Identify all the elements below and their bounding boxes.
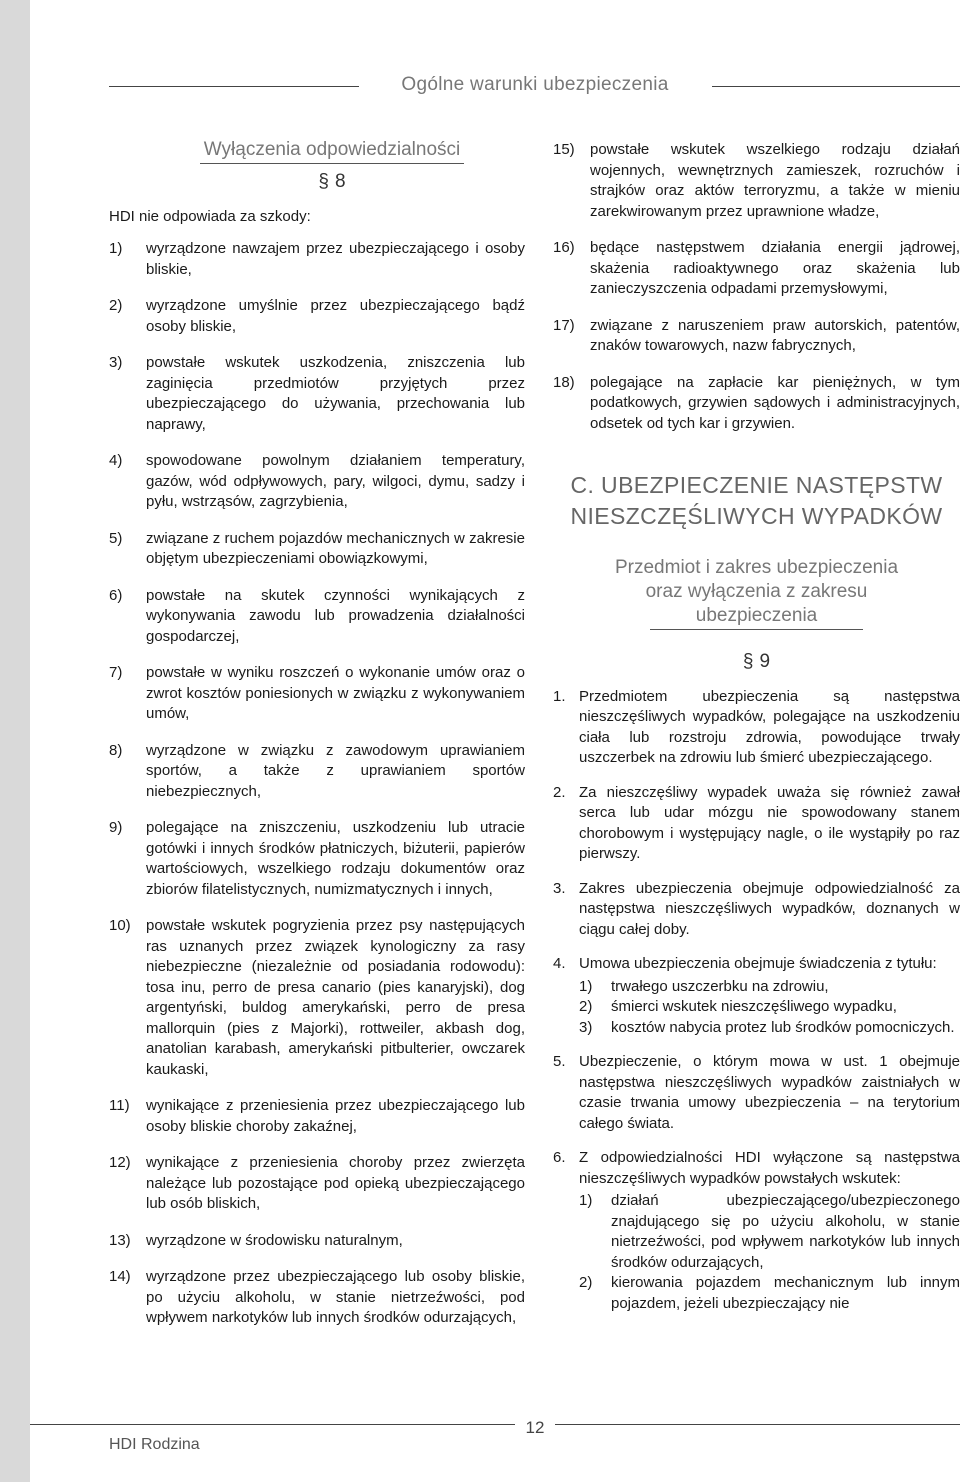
list-item: 11) wynikające z przeniesienia przez ubezpieczającego lub osoby bliskie choroby zakaźnej,: [109, 1097, 525, 1135]
list-item: 18) polegające na zapłacie kar pieniężnych, w tym podatkowych, grzywien sądowych i administracyjnych, odsetek od tych kar i grzywien.: [553, 373, 960, 432]
numbered-point: 6. Z odpowiedzialności HDI wyłączone są następstwa nieszczęśliwych wypadków powstałych wskutek: 1) działań ubezpieczającego/ubezpieczonego znajdującego się po użyciu alkoholu, w stanie nietrzeźwości, pod wpływem narkotyków lub innych środków odurzających, 2) kierowania pojazdem mechanicznym lub innym pojazdem, jeżeli ubezpieczający nie: [553, 1148, 960, 1314]
sub-list: [579, 977, 960, 1039]
numbered-point: 4. Umowa ubezpieczenia obejmuje świadczenia z tytułu: 1) trwałego uszczerbku na zdrowiu, 2) śmierci wskutek nieszczęśliwego wypadku, 3) kosztów nabycia protez lub środków pomocniczych.: [553, 954, 960, 1038]
list-item: 15) powstałe wskutek wszelkiego rodzaju działań wojennych, wewnętrznych zamieszek, rozruchów i strajków oraz aktów terroryzmu, a także w mieniu zarekwirowanym przez uprawnione władze,: [553, 141, 960, 220]
list-item: 6) powstałe na skutek czynności wynikających z wykonywania zawodu lub prowadzenia działalności gospodarczej,: [109, 586, 525, 645]
list-item: 10) powstałe wskutek pogryzienia przez psy następujących ras uznanych przez związek kynologiczny za rasy niebezpieczne (niezależnie od posiadania rodowodu): tosa inu, perro de presa canario (pies kanaryjski), dog argentyński, buldog amerykański, perro de presa mallorquin (pies z Majorki), rottweiler, akbash dog, anatolian karabash, amerykański pitbulterier, owczarek kaukaski,: [109, 917, 525, 1078]
list-item: 12) wynikające z przeniesienia choroby przez zwierzęta należące lub pozostające pod opieką ubezpieczającego lub osób bliskich,: [109, 1154, 525, 1212]
list-item: 8) wyrządzone w związku z zawodowym uprawianiem sportów, a także z uprawianiem sportów niebezpiecznych,: [109, 741, 525, 800]
numbered-point: 3. Zakres ubezpieczenia obejmuje odpowiedzialność za następstwa nieszczęśliwych wypadków, doznanych w ciągu całej doby.: [553, 879, 960, 938]
list-item: 3) powstałe wskutek uszkodzenia, zniszczenia lub zaginięcia przedmiotów przyjętych przez ubezpieczającego do używania, przechowania lub naprawy,: [109, 354, 525, 433]
numbered-point: 1. Przedmiotem ubezpieczenia są następstwa nieszczęśliwych wypadków, polegające na uszkodzeniu ciała lub rozstroju zdrowia, powodujące trwały uszczerbek na zdrowiu lub śmierć ubezpieczającego.: [553, 687, 960, 766]
list-item: 7) powstałe w wyniku roszczeń o wykonanie umów oraz o zwrot kosztów poniesionych w związku z wykonywaniem umów,: [109, 664, 525, 722]
numbered-point: 2. Za nieszczęśliwy wypadek uważa się również zawał serca lub udar mózgu nie spowodowany stanem chorobowym i występujący nagle, o ile wystąpiły po raz pierwszy.: [553, 783, 960, 862]
list-item: 1) wyrządzone nawzajem przez ubezpieczającego i osoby bliskie,: [109, 240, 525, 278]
list-item: 5) związane z ruchem pojazdów mechanicznych w zakresie objętym ubezpieczeniami obowiązkowymi,: [109, 529, 525, 567]
left-column: [109, 138, 525, 1345]
list-item: 14) wyrządzone przez ubezpieczającego lub osoby bliskie, po użyciu alkoholu, w stanie nietrzeźwości, pod wpływem narkotyków lub innych środków odurzających,: [109, 1268, 525, 1326]
list-item: 4) spowodowane powolnym działaniem temperatury, gazów, wód odpływowych, pary, wilgoci, dymu, sadzy i pyłu, wstrząsów, zagrzybienia,: [109, 452, 525, 510]
page-number: 12: [525, 1418, 545, 1437]
footer-rule-left: [30, 1424, 515, 1425]
page-margin-strip: [0, 0, 30, 1482]
section-c-heading: C. UBEZPIECZENIE NASTĘPSTW NIESZCZĘŚLIWYCH WYPADKÓW: [570, 472, 943, 529]
subsection-title: Przedmiot i zakres ubezpieczenia oraz wyłączenia z zakresu ubezpieczenia: [553, 556, 960, 630]
header-title: Ogólne warunki ubezpieczenia: [401, 74, 669, 95]
sub-item: 2) kierowania pojazdem mechanicznym lub innym pojazdem, jeżeli ubezpieczający nie: [579, 1274, 960, 1312]
header-rule-right: [712, 86, 960, 87]
sub-item: 1) działań ubezpieczającego/ubezpieczonego znajdującego się po użyciu alkoholu, w stanie nietrzeźwości, pod wpływem narkotyków lub innych środków odurzających,: [579, 1192, 960, 1271]
list-item: 16) będące następstwem działania energii jądrowej, skażenia radioaktywnego oraz skażenia lub zanieczyszczenia odpadami przemysłowymi,: [553, 239, 960, 297]
numbered-point: 5. Ubezpieczenie, o którym mowa w ust. 1 obejmuje następstwa nieszczęśliwych wypadków zaistniałych w czasie trwania umowy ubezpieczenia – na terytorium całego świata.: [553, 1053, 960, 1132]
list-item: 13) wyrządzone w środowisku naturalnym,: [109, 1231, 403, 1249]
right-column: [553, 140, 960, 1330]
sub-item: 3) kosztów nabycia protez lub środków pomocniczych.: [579, 1018, 955, 1036]
sub-list: [579, 1191, 960, 1314]
footer-brand: HDI Rodzina: [109, 1436, 200, 1453]
footer-rule-right: [555, 1424, 960, 1425]
sub-item: 1) trwałego uszczerbku na zdrowiu,: [579, 977, 829, 995]
list-item: 17) związane z naruszeniem praw autorskich, patentów, znaków towarowych, nazw fabrycznych,: [553, 316, 960, 354]
paragraph-9-mark: §9: [742, 651, 771, 672]
paragraph-8-mark: §8: [318, 171, 346, 192]
sub-item: 2) śmierci wskutek nieszczęśliwego wypadku,: [579, 998, 897, 1015]
header-rule-left: [109, 86, 359, 87]
list-item: 2) wyrządzone umyślnie przez ubezpieczającego bądź osoby bliskie,: [109, 297, 525, 335]
exclusions-intro: HDI nie odpowiada za szkody:: [109, 207, 311, 225]
section-title-exclusions: Wyłączenia odpowiedzialności: [109, 138, 525, 164]
list-item: 9) polegające na zniszczeniu, uszkodzeniu lub utracie gotówki i innych środków płatniczych, biżuterii, papierów wartościowych, wszelkiego rodzaju dokumentów oraz zbiorów filatelistycznych, numizmatycznych i innych,: [109, 819, 525, 898]
